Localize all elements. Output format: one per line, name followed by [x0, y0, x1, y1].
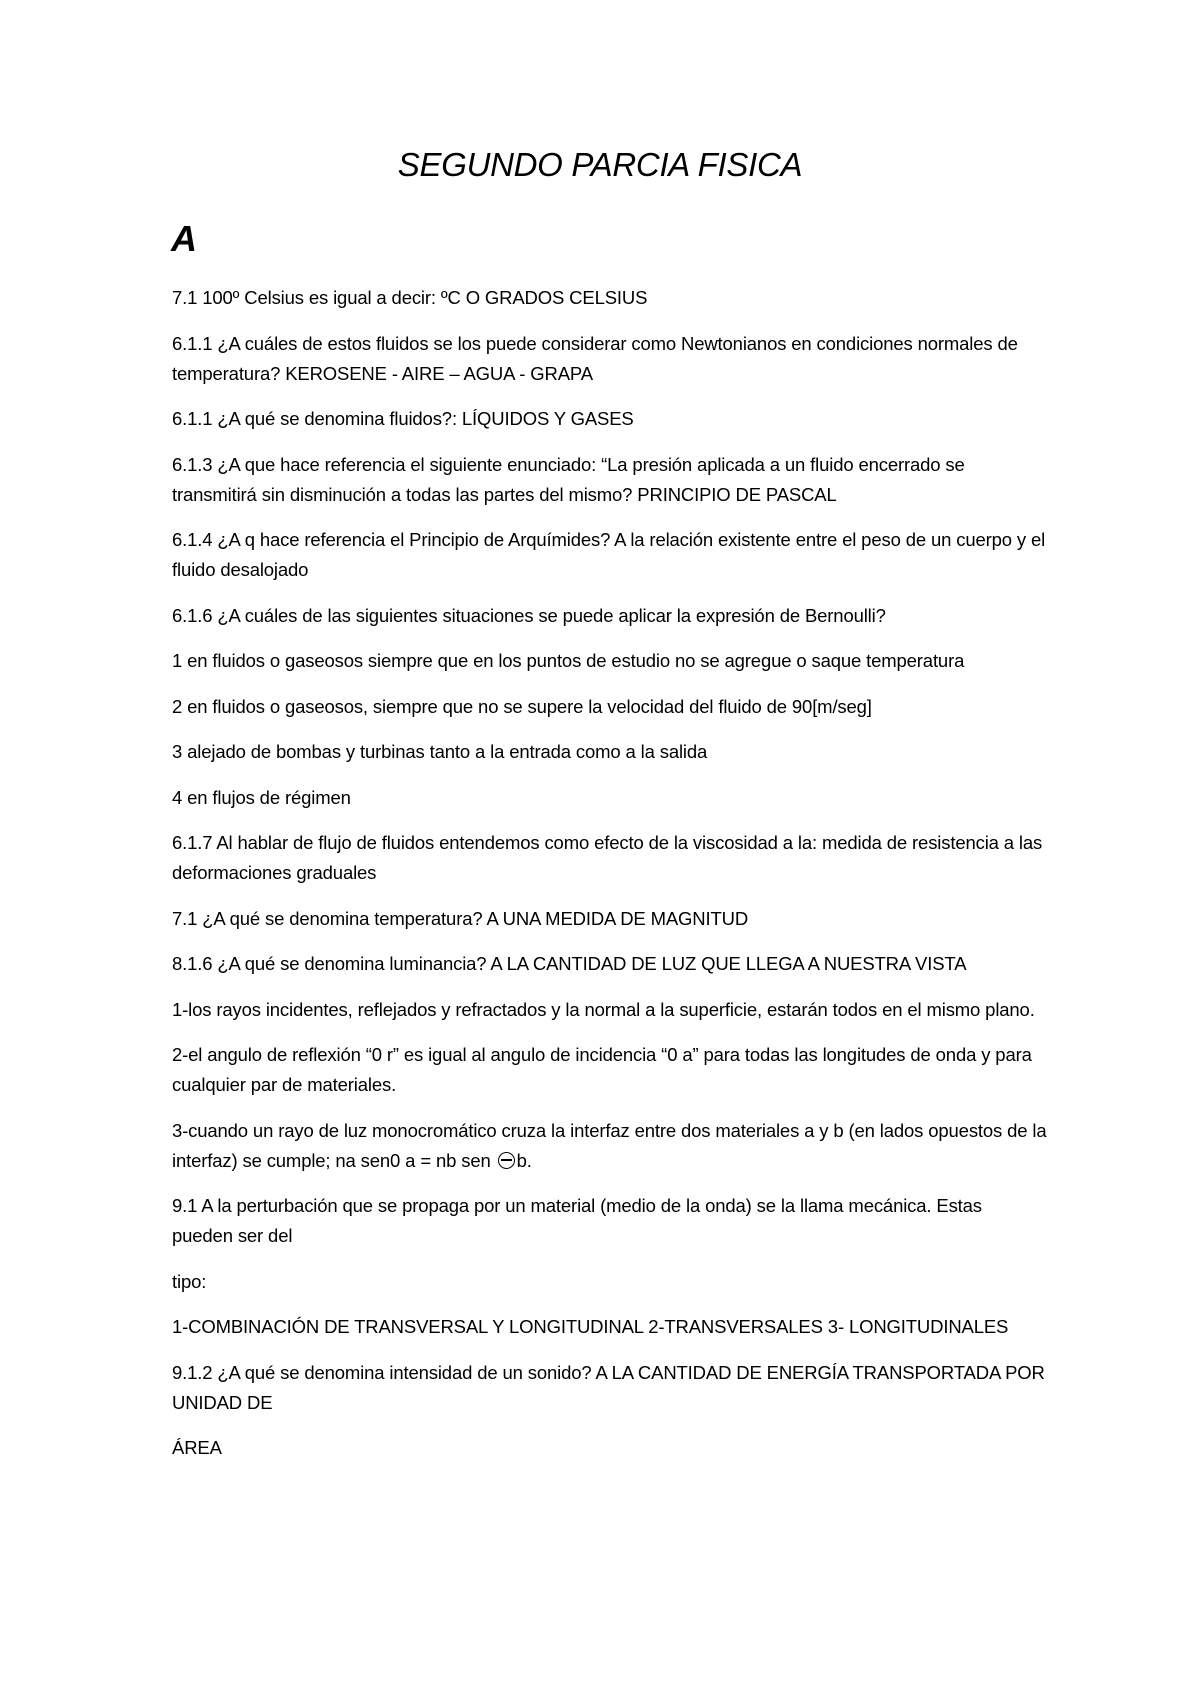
paragraph: 6.1.4 ¿A q hace referencia el Principio de Arquímides? A la relación existente entre el peso de un cuerpo y el fluido desalojado	[172, 529, 1046, 580]
snell-text: 3-cuando un rayo de luz monocromático cruza la interfaz entre dos materiales a y b (en lados opuestos de la interfaz) se cumple; na sen0 a = nb sen	[172, 1119, 1047, 1171]
snell-suffix: b.	[516, 1149, 532, 1171]
paragraph: 6.1.7 Al hablar de flujo de fluidos entendemos como efecto de la viscosidad a la: medida de resistencia a las deformaciones graduales	[172, 832, 1043, 883]
paragraph: 6.1.1 ¿A qué se denomina fluidos?: LÍQUIDOS Y GASES	[172, 408, 634, 429]
paragraph: 6.1.1 ¿A cuáles de estos fluidos se los puede considerar como Newtonianos en condiciones normales de temperatura? KEROSENE - AIRE – AGUA - GRAPA	[172, 332, 1018, 384]
paragraph: 9.1 A la perturbación que se propaga por un material (medio de la onda) se la llama mecánica. Estas pueden ser del	[172, 1195, 982, 1246]
paragraph: ÁREA	[172, 1437, 222, 1458]
paragraph: 1 en fluidos o gaseosos siempre que en los puntos de estudio no se agregue o saque temperatura	[172, 650, 965, 671]
paragraph: 1-los rayos incidentes, reflejados y refractados y la normal a la superficie, estarán todos en el mismo plano.	[172, 998, 1035, 1020]
paragraph: 6.1.3 ¿A que hace referencia el siguiente enunciado: “La presión aplicada a un fluido encerrado se transmitirá sin disminución a todas las partes del mismo? PRINCIPIO DE PASCAL	[172, 453, 965, 505]
paragraph: 2 en fluidos o gaseosos, siempre que no se supere la velocidad del fluido de 90[m/seg]	[172, 695, 872, 717]
paragraph: 7.1 ¿A qué se denomina temperatura? A UNA MEDIDA DE MAGNITUD	[172, 907, 749, 929]
snell-paragraph	[172, 1116, 1047, 1176]
paragraph: 1-COMBINACIÓN DE TRANSVERSAL Y LONGITUDINAL 2-TRANSVERSALES 3- LONGITUDINALES	[172, 1316, 1009, 1337]
paragraph: 3 alejado de bombas y turbinas tanto a la entrada como a la salida	[172, 741, 708, 762]
paragraph: 8.1.6 ¿A qué se denomina luminancia? A LA CANTIDAD DE LUZ QUE LLEGA A NUESTRA VISTA	[172, 953, 967, 974]
paragraph: 9.1.2 ¿A qué se denomina intensidad de un sonido? A LA CANTIDAD DE ENERGÍA TRANSPORTADA POR UNIDAD DE	[172, 1361, 1045, 1413]
paragraph: 7.1 100º Celsius es igual a decir: ºC O GRADOS CELSIUS	[172, 287, 648, 308]
page-title: SEGUNDO PARCIA FISICA	[397, 146, 803, 183]
paragraph: tipo:	[172, 1270, 207, 1292]
section-letter: A	[171, 218, 197, 259]
paragraph: 4 en flujos de régimen	[172, 786, 351, 808]
paragraph: 2-el angulo de reflexión “0 r” es igual al angulo de incidencia “0 a” para todas las longitudes de onda y para cualquier par de materiales.	[172, 1044, 1032, 1095]
document-body	[172, 283, 1047, 1479]
theta-symbol-icon	[498, 1152, 515, 1169]
paragraph: 6.1.6 ¿A cuáles de las siguientes situaciones se puede aplicar la expresión de Bernoulli?	[172, 604, 886, 626]
